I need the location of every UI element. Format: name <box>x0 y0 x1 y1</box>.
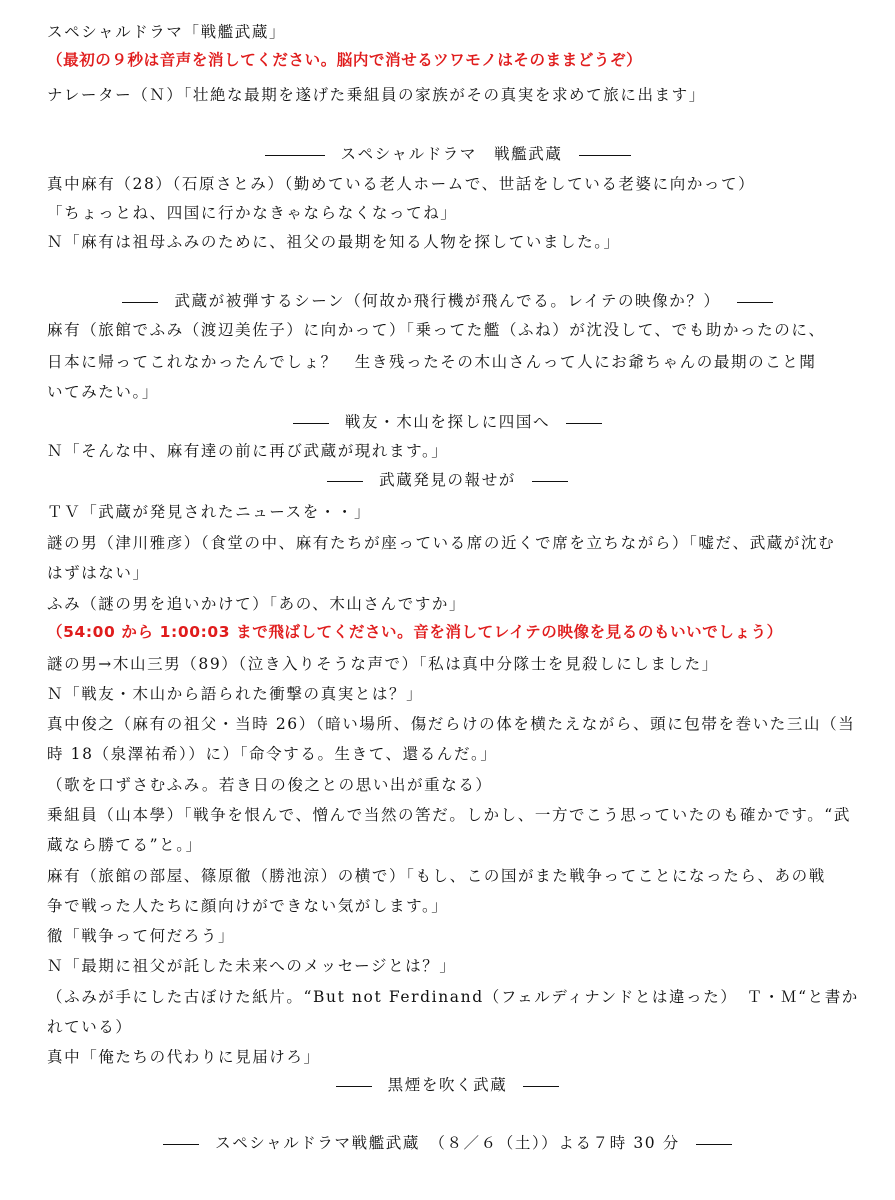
title-line: スペシャルドラマ「戦艦武蔵」 <box>47 23 287 41</box>
script-line: 麻有（旅館の部屋、篠原徹（勝池涼）の横で）「もし、この国がまた戦争ってことになったら、あの戦 <box>47 867 826 885</box>
rule-right <box>579 155 631 156</box>
narrator-intro: ナレーター（Ｎ）「壮絶な最期を遂げた乗組員の家族がその真実を求めて旅に出ます」 <box>47 86 706 104</box>
script-line: はずはない」 <box>47 564 150 582</box>
script-line: 真中俊之（麻有の祖父・当時 26）（暗い場所、傷だらけの体を横たえながら、頭に包帯を巻いた三山（当 <box>47 715 856 733</box>
script-line: 蔵なら勝てる”と。」 <box>47 836 203 854</box>
section-heading-text: 武蔵が被弾するシーン（何故か飛行機が飛んでる。レイテの映像か？） <box>174 292 721 310</box>
skip-note: （54:00 から 1:00:03 まで飛ばしてください。音を消してレイテの映像を見るのもいいでしょう） <box>47 623 783 641</box>
script-line: 謎の男（津川雅彦）（食堂の中、麻有たちが座っている席の近くで席を立ちながら）「嘘だ、武蔵が沈む <box>47 534 836 552</box>
broadcast-footer <box>0 1133 895 1153</box>
rule-left <box>265 155 325 156</box>
script-line: 争で戦った人たちに顔向けができない気がします。」 <box>47 897 449 915</box>
script-line: 「ちょっとね、四国に行かなきゃならなくなってね」 <box>47 204 458 222</box>
section-heading <box>0 144 895 164</box>
broadcast-footer-text: スペシャルドラマ戦艦武蔵 （８／６（土））よる７時 30 分 <box>215 1134 680 1152</box>
script-line: れている） <box>47 1018 133 1036</box>
script-line: Ｎ「戦友・木山から語られた衝撃の真実とは？」 <box>47 685 424 703</box>
rule-left <box>336 1086 372 1087</box>
script-line: （歌を口ずさむふみ。若き日の俊之との思い出が重なる） <box>47 776 493 794</box>
rule-left <box>327 481 363 482</box>
script-line: ふみ（謎の男を追いかけて）「あの、木山さんですか」 <box>47 595 467 613</box>
mute-note: （最初の９秒は音声を消してください。脳内で消せるツワモノはそのままどうぞ） <box>47 51 643 69</box>
rule-right <box>696 1144 732 1145</box>
script-line: Ｎ「最期に祖父が託した未来へのメッセージとは？」 <box>47 957 457 975</box>
rule-right <box>566 423 602 424</box>
section-heading-text: 黒煙を吹く武蔵 <box>387 1076 508 1094</box>
script-line: Ｎ「麻有は祖母ふみのために、祖父の最期を知る人物を探していました。」 <box>47 233 621 251</box>
section-heading-text: スペシャルドラマ 戦艦武蔵 <box>340 145 563 163</box>
script-line: 乗組員（山本學）「戦争を恨んで、憎んで当然の筈だ。しかし、一方でこう思っていたのも確かです。“武 <box>47 806 851 824</box>
script-line: 麻有（旅館でふみ（渡辺美佐子）に向かって）「乗ってた艦（ふね）が沈没して、でも助かったのに、 <box>47 321 826 339</box>
script-line: いてみたい。」 <box>47 383 159 401</box>
rule-left <box>122 302 158 303</box>
script-line: 日本に帰ってこれなかったんでしょ？ 生き残ったその木山さんって人にお爺ちゃんの最期のこと聞 <box>47 353 817 371</box>
section-heading-text: 戦友・木山を探しに四国へ <box>344 413 551 431</box>
section-heading <box>0 1075 895 1095</box>
rule-left <box>293 423 329 424</box>
script-line: 真中麻有（28）（石原さとみ）（勤めている老人ホームで、世話をしている老婆に向かって） <box>47 175 756 193</box>
section-heading <box>0 412 895 432</box>
section-heading <box>0 291 895 311</box>
script-line: 時 18（泉澤祐希））に）「命令する。生きて、還るんだ。」 <box>47 745 498 763</box>
script-line: Ｎ「そんな中、麻有達の前に再び武蔵が現れます。」 <box>47 442 449 460</box>
rule-right <box>737 302 773 303</box>
script-line: 徹「戦争って何だろう」 <box>47 927 236 945</box>
script-line: 謎の男→木山三男（89）（泣き入りそうな声で）「私は真中分隊士を見殺しにしました」 <box>47 655 719 673</box>
script-line: （ふみが手にした古ぼけた紙片。“But not Ferdinand（フェルディナンドとは違った） Ｔ・Ｍ“と書か <box>47 988 859 1006</box>
rule-left <box>163 1144 199 1145</box>
rule-right <box>523 1086 559 1087</box>
section-heading-text: 武蔵発見の報せが <box>379 471 516 489</box>
script-line: ＴＶ「武蔵が発見されたニュースを・・」 <box>47 503 372 521</box>
section-heading <box>0 470 895 490</box>
script-line: 真中「俺たちの代わりに見届けろ」 <box>47 1048 321 1066</box>
rule-right <box>532 481 568 482</box>
